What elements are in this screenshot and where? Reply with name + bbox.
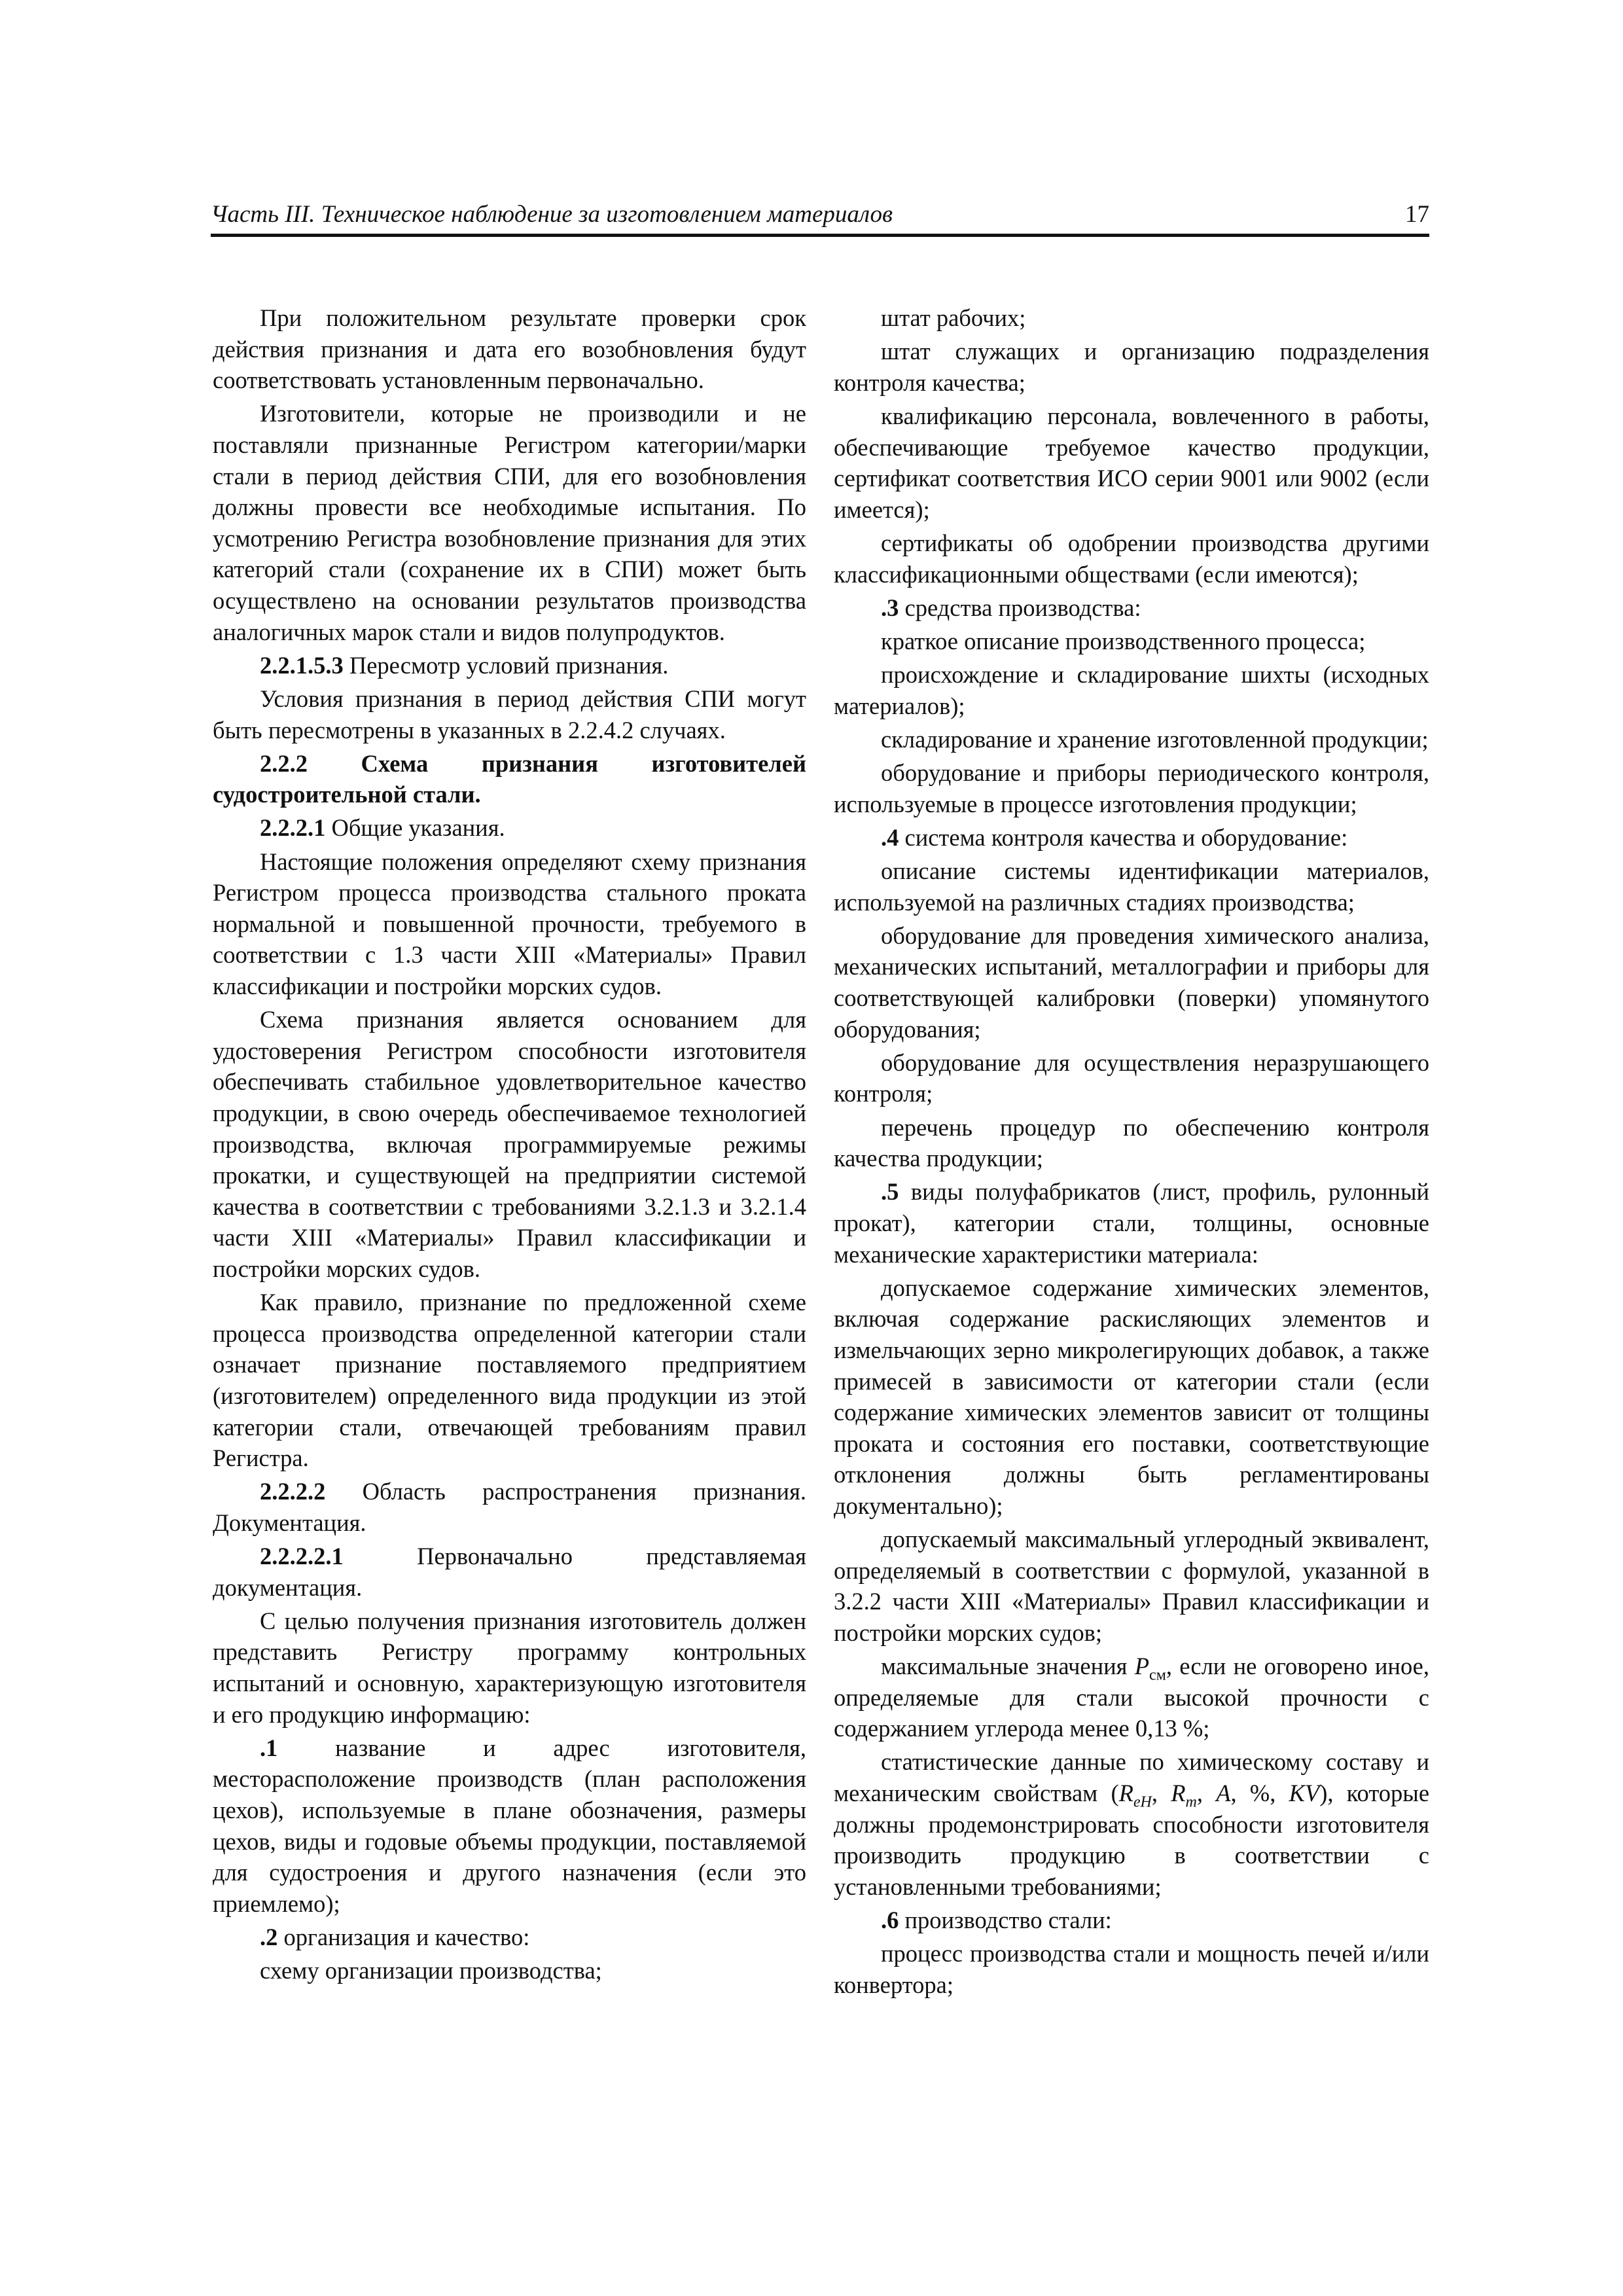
paragraph: Как правило, признание по предложенной схеме процесса производства определенной категории стали означает признание поставляемого предприятием (изготовителем) определенного вида продукции из этой категории стали, отвечающей требованиям правил Регистра.	[213, 1289, 806, 1472]
list-number: .5	[881, 1178, 899, 1206]
paragraph: краткое описание производственного процесса;	[881, 627, 1366, 655]
paragraph: С целью получения признания изготовитель должен представить Регистру программу контрольных испытаний и основную, характеризующую изготовителя и его продукцию информацию:	[213, 1607, 806, 1728]
text-run: , %,	[1230, 1780, 1289, 1806]
symbol: A	[1216, 1780, 1231, 1806]
symbol: KV	[1289, 1780, 1320, 1806]
paragraph: оборудование для проведения химического анализа, механических испытаний, металлографии и приборы для соответствующей калибровки (поверки) упомянутого оборудования;	[834, 922, 1429, 1043]
right-column	[834, 302, 1429, 2003]
clause-number: 2.2.2.2	[260, 1478, 326, 1505]
paragraph	[213, 1541, 806, 1603]
running-header	[211, 201, 1429, 237]
paragraph: Изготовители, которые не производили и не поставляли признанные Регистром категории/марки стали в период действия СПИ, для его возобновления должны провести все необходимые испытания. По усмотрению Регистра возобновление признания для этих категорий стали (сохранение их в СПИ) может быть осуществлено на основании результатов производства аналогичных марок стали и видов полупродуктов.	[213, 400, 806, 645]
text-run: , если не оговорено иное, определяемые для стали высокой прочности с содержанием углерода менее 0,13 %;	[834, 1653, 1429, 1742]
paragraph	[834, 1746, 1429, 1902]
clause-number: 2.2.1.5.3	[260, 651, 344, 679]
page-number: 17	[1405, 201, 1429, 228]
paragraph: При положительном результате проверки срок действия признания и дата его возобновления будут соответствовать установленным первоначально.	[213, 304, 806, 394]
symbol-subscript: eH	[1133, 1793, 1152, 1811]
paragraph: Схема признания является основанием для удостоверения Регистром способности изготовителя обеспечивать стабильное удовлетворительное качество продукции, в свою очередь обеспечиваемое технологией производства, включая программируемые режимы прокатки, и существующей на предприятии системой качества в соответствии с требованиями 3.2.1.3 и 3.2.1.4 части XIII «Материалы» Правил классификации и постройки морских судов.	[213, 1006, 806, 1282]
paragraph	[213, 812, 806, 844]
paragraph	[213, 1476, 806, 1538]
paragraph: складирование и хранение изготовленной продукции;	[881, 725, 1429, 753]
list-item	[834, 1176, 1429, 1270]
paragraph: перечень процедур по обеспечению контроля качества продукции;	[834, 1113, 1429, 1172]
text-run: ,	[1196, 1780, 1217, 1806]
list-number: .6	[881, 1906, 899, 1933]
symbol: R	[1118, 1780, 1133, 1806]
paragraph: Условия признания в период действия СПИ могут быть пересмотрены в указанных в 2.2.4.2 случаях.	[213, 685, 806, 744]
symbol-subscript: m	[1185, 1793, 1197, 1811]
text-run: ), которые должны продемонстрировать способности изготовителя производить продукцию в соответствии с установленными требованиями;	[834, 1780, 1430, 1900]
list-number: .3	[881, 594, 899, 621]
list-item	[213, 1732, 806, 1920]
section-heading: 2.2.2 Схема признания изготовителей судостроительной стали.	[213, 749, 806, 808]
clause-text: Пересмотр условий признания.	[343, 651, 669, 679]
list-text: название и адрес изготовителя, месторасположение производств (план расположения цехов), используемые в плане обозначения, размеры цехов, виды и годовые объемы продукции, поставляемой для судостроения и другого назначения (если это приемлемо);	[213, 1734, 806, 1917]
clause-number: 2.2.2.1	[260, 814, 326, 842]
header-title: Часть III. Техническое наблюдение за изготовлением материалов	[211, 201, 893, 228]
clause-text: Область распространения признания. Документация.	[213, 1478, 806, 1536]
paragraph: оборудование для осуществления неразрушающего контроля;	[834, 1049, 1429, 1107]
clause-text: Общие указания.	[325, 814, 505, 842]
list-number: .4	[881, 823, 899, 851]
list-text: система контроля качества и оборудование:	[899, 823, 1348, 851]
paragraph: допускаемое содержание химических элементов, включая содержание раскисляющих элементов и измельчающих зерно микролегирующих добавок, а также примесей в зависимости от категории стали (если содержание химических элементов зависит от толщины проката и состояния его поставки, соответствующие отклонения должны быть регламентированы документально);	[834, 1274, 1429, 1519]
list-text: виды полуфабрикатов (лист, профиль, рулонный прокат), категории стали, толщины, основные механические характеристики материала:	[834, 1178, 1429, 1268]
text-run: ,	[1151, 1780, 1171, 1806]
list-text: производство стали:	[899, 1906, 1112, 1933]
paragraph	[213, 650, 806, 681]
paragraph: происхождение и складирование шихты (исходных материалов);	[834, 661, 1429, 719]
paragraph: описание системы идентификации материалов, используемой на различных стадиях производства;	[834, 857, 1429, 916]
paragraph	[834, 1651, 1429, 1744]
list-item	[834, 1905, 1429, 1936]
text-run: статистические данные по химическому составу и механическим свойствам (	[834, 1748, 1429, 1806]
paragraph: допускаемый максимальный углеродный эквивалент, определяемый в соответствии с формулой, указанной в 3.2.2 части XIII «Материалы» Правил классификации и постройки морских судов;	[834, 1526, 1429, 1646]
list-item	[213, 1922, 806, 1953]
symbol: P	[1134, 1653, 1150, 1680]
list-number: .2	[260, 1924, 278, 1950]
paragraph: Настоящие положения определяют схему признания Регистром процесса производства стального проката нормальной и повышенной прочности, требуемого в соответствии с 1.3 части XIII «Материалы» Правил классификации и постройки морских судов.	[213, 848, 806, 1000]
list-text: организация и качество:	[277, 1924, 530, 1950]
left-column	[213, 302, 806, 1988]
paragraph: штат служащих и организацию подразделения контроля качества;	[834, 338, 1429, 396]
list-item	[834, 592, 1429, 624]
clause-number: 2.2.2.2.1	[260, 1543, 344, 1570]
list-number: .1	[260, 1734, 278, 1761]
list-text: средства производства:	[899, 594, 1141, 621]
paragraph: оборудование и приборы периодического контроля, используемые в процессе изготовления продукции;	[834, 759, 1429, 817]
paragraph: схему организации производства;	[260, 1957, 602, 1984]
paragraph: штат рабочих;	[881, 304, 1026, 331]
symbol: R	[1171, 1780, 1186, 1806]
list-item	[834, 822, 1429, 853]
clause-text: Первоначально представляемая документация.	[213, 1543, 806, 1601]
paragraph: сертификаты об одобрении производства другими классификационными обществами (если имеются);	[834, 529, 1429, 588]
paragraph: квалификацию персонала, вовлеченного в работы, обеспечивающие требуемое качество продукции, сертификат соответствия ИСО серии 9001 или 9002 (если имеется);	[834, 402, 1429, 523]
symbol-subscript: см	[1149, 1666, 1166, 1684]
paragraph: процесс производства стали и мощность печей и/или конвертора;	[834, 1940, 1429, 1998]
text-run: максимальные значения	[881, 1653, 1135, 1680]
